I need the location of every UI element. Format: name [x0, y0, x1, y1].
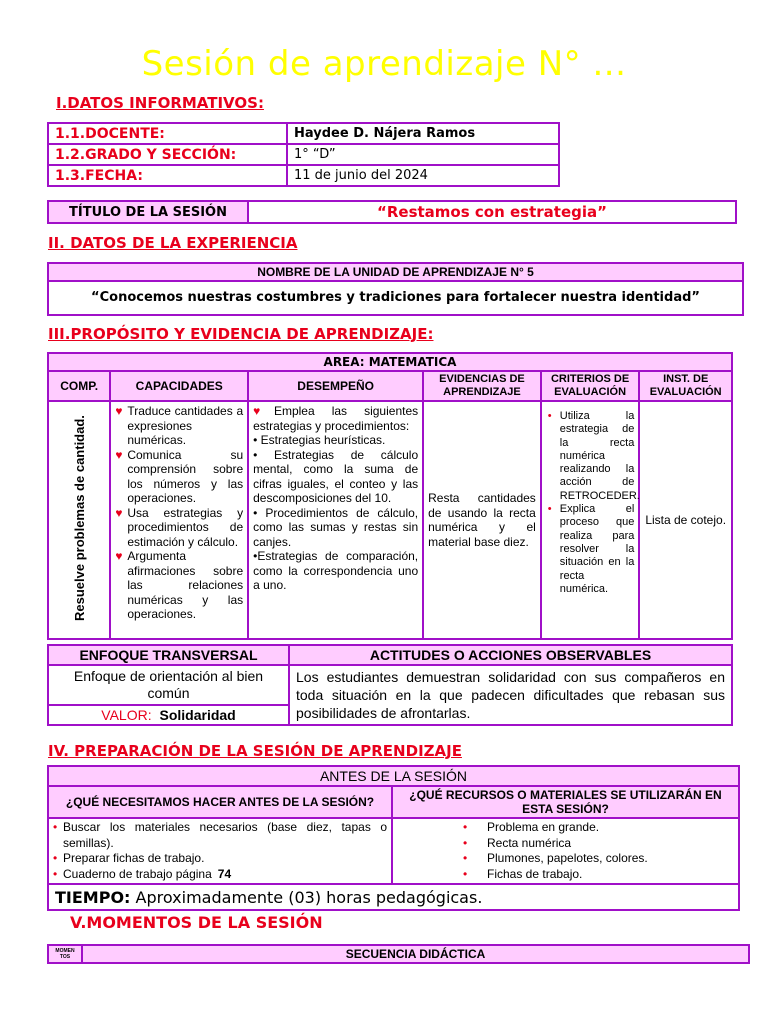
section-preparacion: IV. PREPARACIÓN DE LA SESIÓN DE APRENDIZAJE [48, 742, 462, 760]
desempeno-item: • Estrategias heurísticas. [253, 433, 386, 447]
hacer-item [53, 867, 387, 883]
section-momentos: V.MOMENTOS DE LA SESIÓN [70, 913, 323, 932]
heart-icon: ♥ [115, 505, 123, 520]
desempeno-item: •Estrategias de comparación, como la correspondencia uno a uno. [253, 549, 419, 592]
hacer-item [53, 851, 387, 867]
recurso-item [463, 851, 734, 867]
actitudes-header: ACTITUDES O ACCIONES OBSERVABLES [289, 645, 732, 665]
bullet-icon: • [463, 866, 468, 881]
recurso-text: Fichas de trabajo. [487, 866, 583, 881]
hacer-cell [48, 818, 392, 884]
bullet-icon: • [547, 503, 552, 516]
desempeno-item: • Procedimientos de cálculo, como las sumas y restas sin canjes. [253, 505, 419, 549]
hacer-item [53, 820, 387, 851]
hacer-header: ¿QUÉ NECESITAMOS HACER ANTES DE LA SESIÓN? [48, 786, 392, 818]
titulo-table [47, 200, 737, 224]
capacidades-cell [110, 401, 248, 639]
heart-icon: ♥ [115, 447, 123, 462]
capacidad-item [115, 448, 243, 506]
datos-table [47, 122, 560, 187]
competencia-cell [48, 401, 110, 639]
hacer-text: Preparar fichas de trabajo. [63, 851, 205, 865]
recurso-item [463, 836, 734, 852]
valor-value: Solidaridad [159, 707, 236, 723]
momentos-header: MOMEN TOS [48, 945, 82, 963]
page-title: Sesión de aprendizaje N° ... [141, 44, 627, 84]
recursos-list [463, 820, 734, 882]
recursos-header: ¿QUÉ RECURSOS O MATERIALES SE UTILIZARÁN EN ESTA SESIÓN? [392, 786, 739, 818]
recurso-text: Recta numérica [487, 835, 572, 850]
capacidad-text: Traduce cantidades a expresiones numéricas. [127, 404, 244, 447]
unidad-table [47, 262, 744, 316]
bullet-icon: • [463, 820, 468, 834]
recurso-item [463, 867, 734, 883]
hacer-text: Cuaderno de trabajo página [63, 866, 212, 881]
hacer-list [53, 820, 387, 882]
heart-icon: ♥ [253, 404, 274, 418]
capacidad-text: Usa estrategias y procedimientos de estimación y cálculo. [127, 505, 244, 549]
preparacion-table [47, 765, 740, 911]
header-comp: COMP. [48, 371, 110, 401]
criterios-list [546, 410, 640, 596]
evidencias-cell [423, 401, 541, 639]
heart-icon: ♥ [115, 549, 123, 563]
tiempo-value: Aproximadamente (03) horas pedagógicas. [135, 887, 483, 907]
unidad-name: “Conocemos nuestras costumbres y tradiciones para fortalecer nuestra identidad” [48, 281, 743, 315]
capacidad-text: Comunica su comprensión sobre los números y las operaciones. [127, 447, 244, 505]
criterio-item [546, 503, 635, 596]
bullet-icon: • [53, 820, 58, 834]
criterio-item [546, 410, 640, 503]
bullet-icon: • [463, 851, 468, 865]
recursos-cell [392, 818, 739, 884]
criterio-text: Utiliza la estrategia de la recta numérica realizando la acción de RETROCEDER. [559, 410, 640, 502]
criterios-cell [541, 401, 640, 639]
header-instrumento: INST. DE EVALUACIÓN [639, 371, 732, 401]
capacidades-list [115, 404, 243, 622]
section-datos-informativos: I.DATOS INFORMATIVOS: [56, 94, 264, 112]
section-proposito: III.PROPÓSITO Y EVIDENCIA DE APRENDIZAJE: [48, 325, 434, 343]
momentos-table [47, 944, 750, 964]
desempeno-list [253, 433, 418, 593]
tiempo-label: TIEMPO: [55, 887, 131, 907]
section-datos-experiencia: II. DATOS DE LA EXPERIENCIA [48, 234, 298, 252]
valor-cell [48, 705, 289, 725]
header-evidencias: EVIDENCIAS DE APRENDIZAJE [423, 371, 541, 401]
hacer-text: Buscar los materiales necesarios (base diez, tapas o semillas). [63, 820, 387, 850]
docente-value: Haydee D. Nájera Ramos [287, 123, 559, 144]
titulo-value: “Restamos con estrategia” [248, 201, 736, 223]
enfoque-table [47, 644, 733, 726]
recurso-text: Problema en grande. [487, 820, 600, 834]
header-capacidades: CAPACIDADES [110, 371, 248, 401]
header-desempeno: DESEMPEÑO [248, 371, 423, 401]
grado-label: 1.2.GRADO Y SECCIÓN: [48, 144, 287, 165]
evidencias-text: Resta cantidades de usando la recta numérica y el material base diez. [428, 491, 536, 549]
instrumento-cell [639, 401, 732, 639]
enfoque-header: ENFOQUE TRANSVERSAL [48, 645, 289, 665]
valor-label: VALOR: [101, 707, 152, 723]
enfoque-text: Enfoque de orientación al bien común [48, 665, 289, 705]
docente-label: 1.1.DOCENTE: [48, 123, 287, 144]
desempeno-item: • Estrategias de cálculo mental, como la suma de cifras iguales, el conteo y las descomposiciones del 10. [253, 447, 419, 505]
bullet-icon: • [547, 410, 552, 422]
actitudes-text: Los estudiantes demuestran solidaridad con sus compañeros en toda situación en la que padecen dificultades que rebasan sus posibilidades de afrontarlas. [289, 665, 732, 725]
bullet-icon: • [53, 851, 58, 865]
capacidad-item [115, 549, 243, 622]
desempeno-cell [248, 401, 423, 639]
recurso-item [463, 820, 734, 836]
unidad-header: NOMBRE DE LA UNIDAD DE APRENDIZAJE N° 5 [48, 263, 743, 281]
criterio-text: Explica el proceso que realiza para resolver la situación en la recta numérica. [559, 503, 635, 595]
capacidad-item [115, 404, 243, 448]
instrumento-text: Lista de cotejo. [645, 512, 727, 527]
fecha-value: 11 de junio del 2024 [287, 165, 559, 186]
antes-header: ANTES DE LA SESIÓN [48, 766, 739, 786]
desempeno-intro: Emplea las siguientes estrategias y procedimientos: [253, 404, 419, 433]
titulo-label: TÍTULO DE LA SESIÓN [48, 201, 248, 223]
proposito-table [47, 352, 733, 640]
capacidad-text: Argumenta afirmaciones sobre las relaciones numéricas y las operaciones. [127, 549, 244, 621]
fecha-label: 1.3.FECHA: [48, 165, 287, 186]
heart-icon: ♥ [115, 404, 123, 418]
bullet-icon: • [463, 835, 468, 850]
header-criterios: CRITERIOS DE EVALUACIÓN [541, 371, 640, 401]
competencia-text: Resuelve problemas de cantidad. [71, 414, 87, 621]
capacidad-item [115, 506, 243, 550]
grado-value: 1° “D” [287, 144, 559, 165]
area-header: AREA: MATEMATICA [48, 353, 732, 371]
pagina-number: 74 [217, 866, 232, 881]
bullet-icon: • [53, 866, 58, 881]
secuencia-header: SECUENCIA DIDÁCTICA [82, 945, 749, 963]
tiempo-cell [48, 884, 739, 910]
recurso-text: Plumones, papelotes, colores. [487, 851, 648, 865]
